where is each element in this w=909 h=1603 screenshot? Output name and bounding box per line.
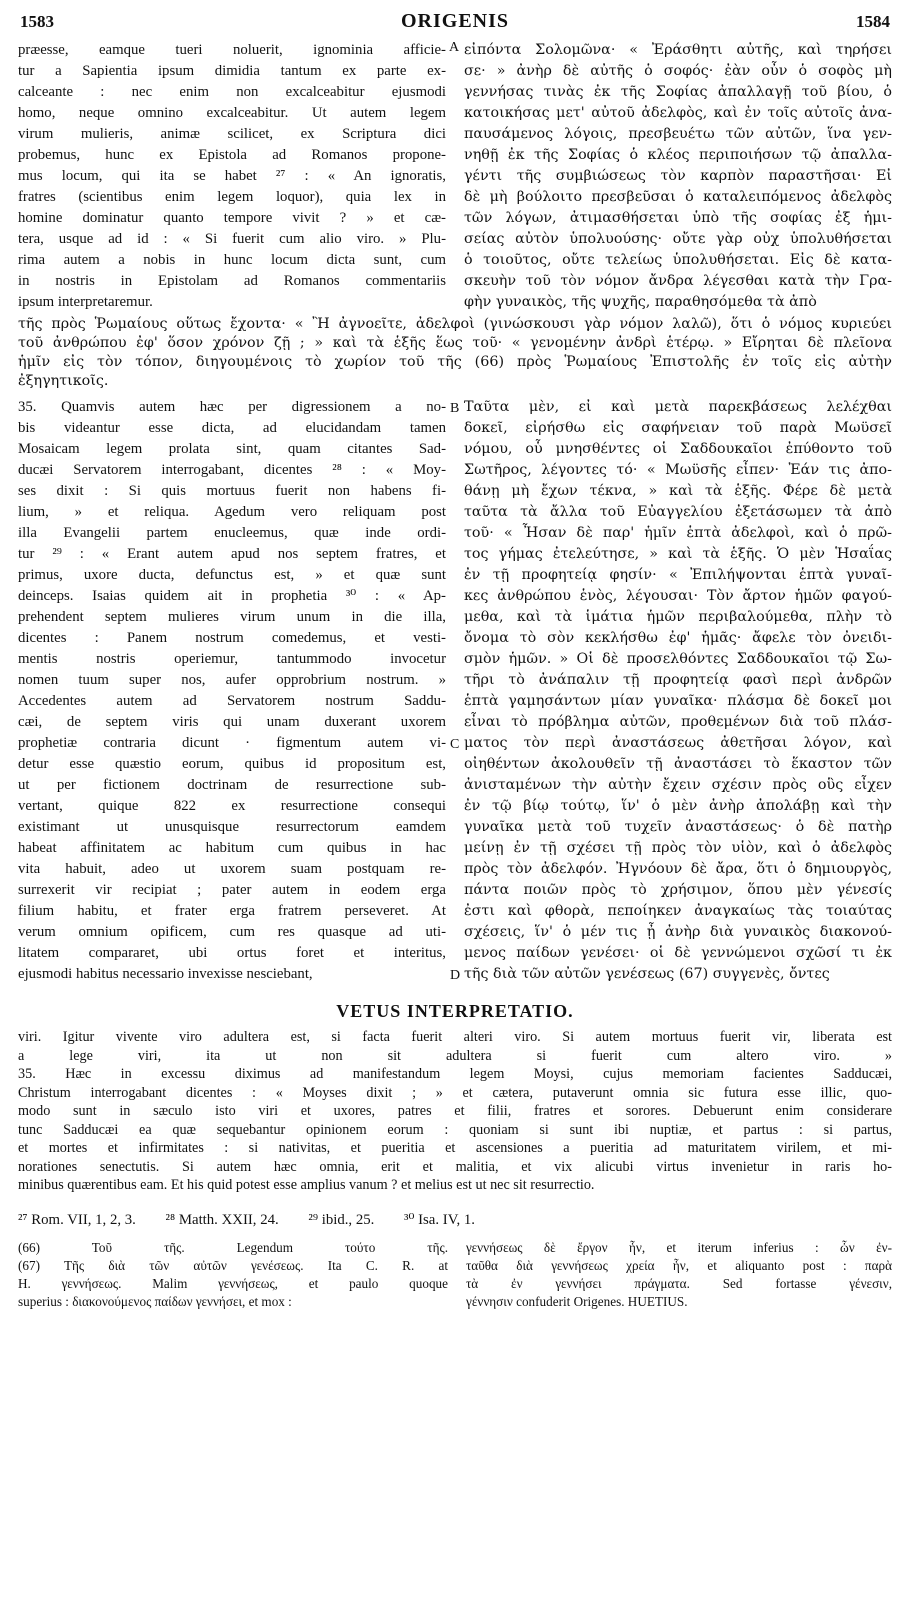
greek-line: μεθα, καὶ τὰ ἱμάτια ἡμῶν περιβαλούμεθα, πλὴν τὸ xyxy=(464,609,892,625)
greek-line: δὲ μὴ βούλοιτο πρεσβεῦσαι ὁ καταλειπόμενος ἀδελφὸς xyxy=(464,189,892,205)
page-header xyxy=(18,10,892,40)
latin-line: dicentes : Panem nostrum comedemus, et vesti- xyxy=(18,630,446,646)
greek-line: ὄνομα τὸ σὸν κεκλήσθω ἐφ' ἡμᾶς· ἄφελε τὸν ὀνειδι- xyxy=(464,630,892,646)
latin-line: ducæi Servatorem interrogabant, dicentes ²⁸ : « Moy- xyxy=(18,462,446,478)
vetus-line: norationes senectutis. Si autem hæc omnia, erit et malitia, et vix alicubi virtus invenietur in raris ho- xyxy=(18,1158,892,1175)
latin-line: ipsum interpretaremur. xyxy=(18,294,153,310)
greek-line: τος γήμας ἐτελεύτησε, » καὶ τὰ ἑξῆς. Ὁ μὲν Ἡσαΐας xyxy=(464,546,892,562)
two-column-block-1 xyxy=(18,40,892,313)
latin-line: nomen tuum super nos, aufer opprobrium nostrum. » xyxy=(18,672,446,688)
reference-30: ³⁰ Isa. IV, 1. xyxy=(404,1211,475,1228)
greek-column xyxy=(464,397,892,985)
greek-line: νόμου, οὗ μνησθέντες οἱ Σαδδουκαῖοι ἐπύθοντο τοῦ xyxy=(464,441,892,457)
greek-line: σείας αὐτὸν ὑπολυούσης· οὔτε γὰρ οὐχ ὑπολυθήσεται xyxy=(464,231,892,247)
greek-line: πρὸς τὸν ἀδελφόν. Ἠγνόουν δὲ ἄρα, ὅτι ὁ δημιουργὸς, xyxy=(464,861,892,877)
greek-line: ἐν τῇ προφητείᾳ φησίν· « Ἐπιλήψονται ἑπτὰ γυναῖ- xyxy=(464,567,892,583)
vetus-line: viri. Igitur vivente viro adultera est, si facta fuerit alteri viro. Si autem mortuus fuerit vir, liberata est xyxy=(18,1029,892,1045)
footnotes xyxy=(18,1239,892,1329)
latin-line: 35. Quamvis autem hæc per digressionem a no- xyxy=(18,399,446,415)
greek-line: δοκεῖ, εἰρήσθω εἰς σαφήνειαν τοῦ παρὰ Μωϋσεῖ xyxy=(464,420,892,436)
greek-line: ἐν τῷ βίῳ τούτῳ, ἵν' ὁ μὲν ἀνὴρ ἀπολάβῃ καὶ τὴν xyxy=(464,798,892,814)
latin-line: ut per fictionem doctrinam de resurrectione sub- xyxy=(18,777,446,793)
page xyxy=(18,10,892,1329)
margin-mark-c: C xyxy=(450,737,460,752)
latin-line: virum mulieris, animæ scilicet, ex Scriptura dici xyxy=(18,126,446,142)
latin-line: primus, uxore ducta, defunctus est, » et quæ sunt xyxy=(18,567,446,583)
vetus-line: a lege viri, ita ut non sit adultera si fuerit cum altero viro. » xyxy=(18,1047,892,1064)
footnotes-right-column xyxy=(466,1239,892,1311)
latin-line: bis videantur esse dicta, ad elucidandam tamen xyxy=(18,420,446,436)
footnote-line: (66) Τοῦ τῆς. Legendum τούτο τῆς. xyxy=(18,1239,448,1255)
latin-line: cæi, de septem viris qui unam duxerant uxorem xyxy=(18,714,446,730)
footnote-line: γεννήσεως δὲ ἔργον ἦν, et iterum inferius : ὧν ἐν- xyxy=(466,1239,892,1255)
latin-line: existimant ut unusquisque resurrectorum eamdem xyxy=(18,819,446,835)
greek-line: ὁ τοιοῦτος, οὔτε τελείως ὑπολυθήσεται. Εἰς δὲ κατα- xyxy=(464,252,892,268)
vetus-line: tunc Sadducæi ea quæ sequebantur opinionem eorum : quoniam si sunt ibi nuptiæ, et partus : si partus, xyxy=(18,1121,892,1138)
footnote-line: γέννησιν confuderit Origenes. HUETIUS. xyxy=(466,1293,688,1309)
greek-line: τῶν λόγων, ἀτιμασθήσεται ὑπὸ τῆς σοφίας ἐξ ἡμι- xyxy=(464,210,892,226)
reference-27: ²⁷ Rom. VII, 1, 2, 3. xyxy=(18,1211,136,1228)
latin-line: tera, usque ad id : « Si fuerit cum alio viro. » Plu- xyxy=(18,231,446,247)
latin-line: homo, neque omnino excalceabitur. Ut autem legem xyxy=(18,105,446,121)
footnotes-left-column xyxy=(18,1239,448,1311)
latin-line: verum omnium opificem, cum res quasque ad uti- xyxy=(18,924,446,940)
greek-line: κες ἀνθρώπου ἑνὸς, λέγουσαι· Τὸν ἄρτον ἡμῶν φαγού- xyxy=(464,588,892,604)
latin-line: illa Evangelii partem enucleemus, quæ inde ordi- xyxy=(18,525,446,541)
greek-line: σε· » ἀνὴρ δὲ αὐτῆς ὁ σοφός· ἐὰν οὖν ὁ σοφὸς μὴ xyxy=(464,63,892,79)
vetus-line: et mortes et infirmitates : si nativitas, et pueritia et ascensiones a pueritia ad maturitatem virilem, et mi- xyxy=(18,1140,892,1156)
greek-line: ἀνισταμένων τὴν αὐτὴν ἔχειν σχέσιν πρὸς οὓς εἶχεν xyxy=(464,777,892,793)
vetus-line: Christum interrogabant dicentes : « Moyses dixit ; » et cætera, putaverunt omnia sic futura esse illic, quo- xyxy=(18,1084,892,1101)
latin-line: ejusmodi habitus necessario invexisse nesciebant, xyxy=(18,966,313,982)
latin-line: in nostris in Epistolam ad Romanos commentariis xyxy=(18,273,446,289)
greek-line: μενος παίδων γενέσει· οἱ δὲ γεννώμενοι σχῶσί τι ἐκ xyxy=(464,945,892,961)
greek-line: γεννήσας τινὰς ἐκ τῆς Σοφίας ἀπαλλαγῇ τοῦ βίου, ὁ xyxy=(464,84,892,100)
greek-line: τοῦ· « Ἦσαν δὲ παρ' ἡμῖν ἑπτὰ ἀδελφοὶ, καὶ ὁ πρῶ- xyxy=(464,525,892,541)
greek-line: θάνῃ μὴ ἔχων τέκνα, » καὶ τὰ ἑξῆς. Φέρε δὲ μετὰ xyxy=(464,483,892,499)
greek-line: μείνῃ ἐν τῇ σχέσει τῇ πρὸς τὸν υἱὸν, καὶ ὁ ἀδελφὸς xyxy=(464,840,892,856)
greek-line: σμὸν ἡμῶν. » Οἱ δὲ προσελθόντες Σαδδουκαῖοι τῷ Σω- xyxy=(464,651,892,667)
latin-line: lium, » et reliqua. Agedum vero reliquam post xyxy=(18,504,446,520)
vetus-interpretatio-title: VETUS INTERPRETATIO. xyxy=(336,1001,574,1021)
greek-line: ταῦτα τὰ ἄλλα τοῦ Εὐαγγελίου ἐξετάσωμεν τὰ ἀπὸ xyxy=(464,504,892,520)
greek-line: οἰηθέντων ἀκολουθεῖν τῇ ἀναστάσει τὸ ἕκαστον τῶν xyxy=(464,756,892,772)
latin-line: litatem compararet, ubi ortus foret et interitus, xyxy=(18,945,446,961)
greek-line: ἐστι καὶ φθορὰ, πεποίηκεν ἀναγκαίως τὰς τοιαύτας xyxy=(464,903,892,919)
vetus-interpretatio-text xyxy=(18,1028,892,1195)
footnote-line: H. γεννήσεως. Malim γεννήσεως, et paulo quoque xyxy=(18,1275,448,1291)
reference-29: ²⁹ ibid., 25. xyxy=(308,1211,375,1228)
greek-line: νηθῇ ἐκ τῆς Σοφίας ὁ κλέος περιποιήσων τῷ ἀπαλλα- xyxy=(464,147,892,163)
latin-line: habeat affinitatem ac habitum cum quibus in hac xyxy=(18,840,446,856)
greek-line: γέντι τῆς συμβιώσεως τὸν καρπὸν παραστῆσαι· Εἰ xyxy=(464,168,892,184)
greek-column xyxy=(464,40,892,313)
vetus-line: 35. Hæc in excessu diximus ad manifestandum legem Moysi, cujus memoriam facientes Sadducæi, xyxy=(18,1066,892,1082)
latin-line: fratres (scientibus enim legem loquor), quia lex in xyxy=(18,189,446,205)
greek-line: σχέσεις, ἵν' ὁ μέν τις ᾖ ἀνὴρ διὰ γυναικὸς διακονού- xyxy=(464,924,892,940)
latin-line: calceante : nec enim non excalceabitur ejusmodi xyxy=(18,84,446,100)
scripture-references xyxy=(18,1211,892,1229)
greek-line: τῆρι τὸ ἀνάπαλιν τῇ προφητείᾳ φασὶ περὶ ἀνδρῶν xyxy=(464,672,892,688)
page-number-right: 1584 xyxy=(856,12,890,31)
latin-line: deinceps. Isaias quidem ait in prophetia ³⁰ : « Ap- xyxy=(18,588,446,604)
latin-line: tur ²⁹ : « Erant autem apud nos septem fratres, et xyxy=(18,546,446,562)
latin-line: prophetiæ contraria dicunt · figmentum autem vi- xyxy=(18,735,446,751)
latin-line: Mosaicam legem prolata sint, quam citantes Sad- xyxy=(18,441,446,457)
page-number-left: 1583 xyxy=(20,12,54,31)
footnote-line: τὰ ἐν γεννήσει πράγματα. Sed fortasse γένεσιν, xyxy=(466,1275,892,1291)
margin-mark-b: B xyxy=(450,401,460,416)
footnote-line: (67) Τῆς διὰ τῶν αὐτῶν γενέσεως. Ita C. R. at xyxy=(18,1257,448,1273)
greek-line: γυναῖκα μετὰ τοῦ τυχεῖν ἀναστάσεως· ὁ δὲ πατὴρ xyxy=(464,819,892,835)
latin-line: mus locum, qui ita se habet ²⁷ : « An ignoratis, xyxy=(18,168,446,184)
greek-line: φὴν γυναικὸς, τῆς ψυχῆς, παραθησόμεθα τὰ ἀπὸ xyxy=(464,294,817,310)
latin-line: vita habuit, adeo ut uxorem suam postquam re- xyxy=(18,861,446,877)
latin-line: tur a Sapientia ipsum dimidia tantum ex parte ex- xyxy=(18,63,446,79)
latin-line: præesse, eamque tueri noluerit, ignominia afficie- xyxy=(18,42,446,58)
latin-line: probemus, hunc ex Epistola ad Romanos propone- xyxy=(18,147,446,163)
latin-column xyxy=(18,40,446,313)
running-title: ORIGENIS xyxy=(400,10,510,32)
latin-line: mentis nostris operiemur, tantummodo invocetur xyxy=(18,651,446,667)
greek-line: πάντα ποιῶν πρὸς τὸ χρήσιμον, ὅπου μὲν γένεσίς xyxy=(464,882,892,898)
latin-line: filium habitu, et frater erga fratrem perseveret. At xyxy=(18,903,446,919)
latin-line: ses dixit : Si quis mortuus fuerit non habens fi- xyxy=(18,483,446,499)
greek-line: σκευὴν τοῦ τὸν νόμον ἄνδρα λέγεσθαι κατὰ τὴν Γρα- xyxy=(464,273,892,289)
latin-line: homine dominatur quanto tempore vivit ? » et cæ- xyxy=(18,210,446,226)
footnote-line: superius : διακονούμενος παίδων γεννήσει, et mox : xyxy=(18,1293,292,1309)
latin-line: surrexerit vir recipiat ; pater autem in eodem erga xyxy=(18,882,446,898)
greek-line: παυσάμενος λόγοις, πρεσβευέτω τῶν αὐτῶν, ἵνα γεν- xyxy=(464,126,892,142)
greek-line: Σωτῆρος, λέγοντες τό· « Μωϋσῆς εἶπεν· Ἐάν τις ἀπο- xyxy=(464,462,892,478)
margin-mark-a: A xyxy=(449,40,460,55)
greek-line: Ταῦτα μὲν, εἰ καὶ μετὰ παρεκβάσεως λελέχθαι xyxy=(464,399,892,415)
latin-line: Accedentes autem ad Servatorem nostrum Saddu- xyxy=(18,693,446,709)
latin-line: detur esse quæstio eorum, quibus id propositum est, xyxy=(18,756,446,772)
greek-line: ἐξηγητικοῖς. xyxy=(18,373,109,389)
greek-line: κατοικήσας μετ' αὐτοῦ ἀδελφὸς, καὶ ἐν τοῖς αὐτοῖς ἀνα- xyxy=(464,105,892,121)
vetus-line: minibus quærentibus eam. Et his quid potest esse amplius vanum ? et melius est ut nec sit resurrectio. xyxy=(18,1177,595,1193)
latin-column xyxy=(18,397,446,985)
greek-line: εἶναι τὸ πρόβλημα αὐτῶν, προθεμένων διὰ τοῦ πλάσ- xyxy=(464,714,892,730)
greek-line: ματος τὸν περὶ ἀναστάσεως ἀθετῆσαι λόγον, καὶ xyxy=(464,735,892,751)
greek-line: ἑπτὰ γαμησάντων μίαν γυναῖκα· πλάσμα δὲ δοκεῖ μοι xyxy=(464,693,892,709)
greek-line: τῆς διὰ τῶν αὐτῶν γενέσεως (67) συγγενὲς, ὄντες xyxy=(464,966,830,982)
margin-mark-d: D xyxy=(450,968,461,983)
greek-line: εἰπόντα Σολομῶνα· « Ἐράσθητι αὐτῆς, καὶ τηρήσει xyxy=(464,42,892,58)
greek-line: τῆς πρὸς Ῥωμαίους οὕτως ἔχοντα· « Ἢ ἀγνοεῖτε, ἀδελφοὶ (γινώσκουσι γὰρ νόμον λαλῶ), ὅτι ὁ νόμος κυριεύει xyxy=(18,316,892,332)
greek-line: ἡμῖν εἰς τὸν τόπον, διηγουμένοις τὸ χωρίον τοῦ τῆς (66) πρὸς Ῥωμαίους Ἐπιστολῆς ἐν τοῖς εἰς αὐτὴν xyxy=(18,354,892,370)
footnote-line: ταῦθα διὰ γεννήσεως χρεία ἦν, et aliquanto post : παρὰ xyxy=(466,1257,892,1273)
two-column-block-2 xyxy=(18,397,892,985)
latin-line: vertant, quique 822 ex resurrectione consequi xyxy=(18,798,446,814)
latin-line: prehendent septem mulieres virum unum in die illa, xyxy=(18,609,446,625)
vetus-line: modo sunt in sæculo isto viri et uxores, patres et filii, fratres et sorores. Debuerunt enim considerare xyxy=(18,1103,892,1119)
reference-28: ²⁸ Matth. XXII, 24. xyxy=(165,1211,279,1228)
greek-full-width-text xyxy=(18,315,892,391)
latin-line: rima autem a nobis in hunc locum dicta sunt, cum xyxy=(18,252,446,268)
greek-line: τοῦ ἀνθρώπου ἐφ' ὅσον χρόνον ζῇ ; » καὶ τὰ ἑξῆς ἕως τοῦ· « γενομένην ἀνδρὶ ἑτέρῳ. » Εἴρηται δὲ πλεῖονα xyxy=(18,335,892,351)
